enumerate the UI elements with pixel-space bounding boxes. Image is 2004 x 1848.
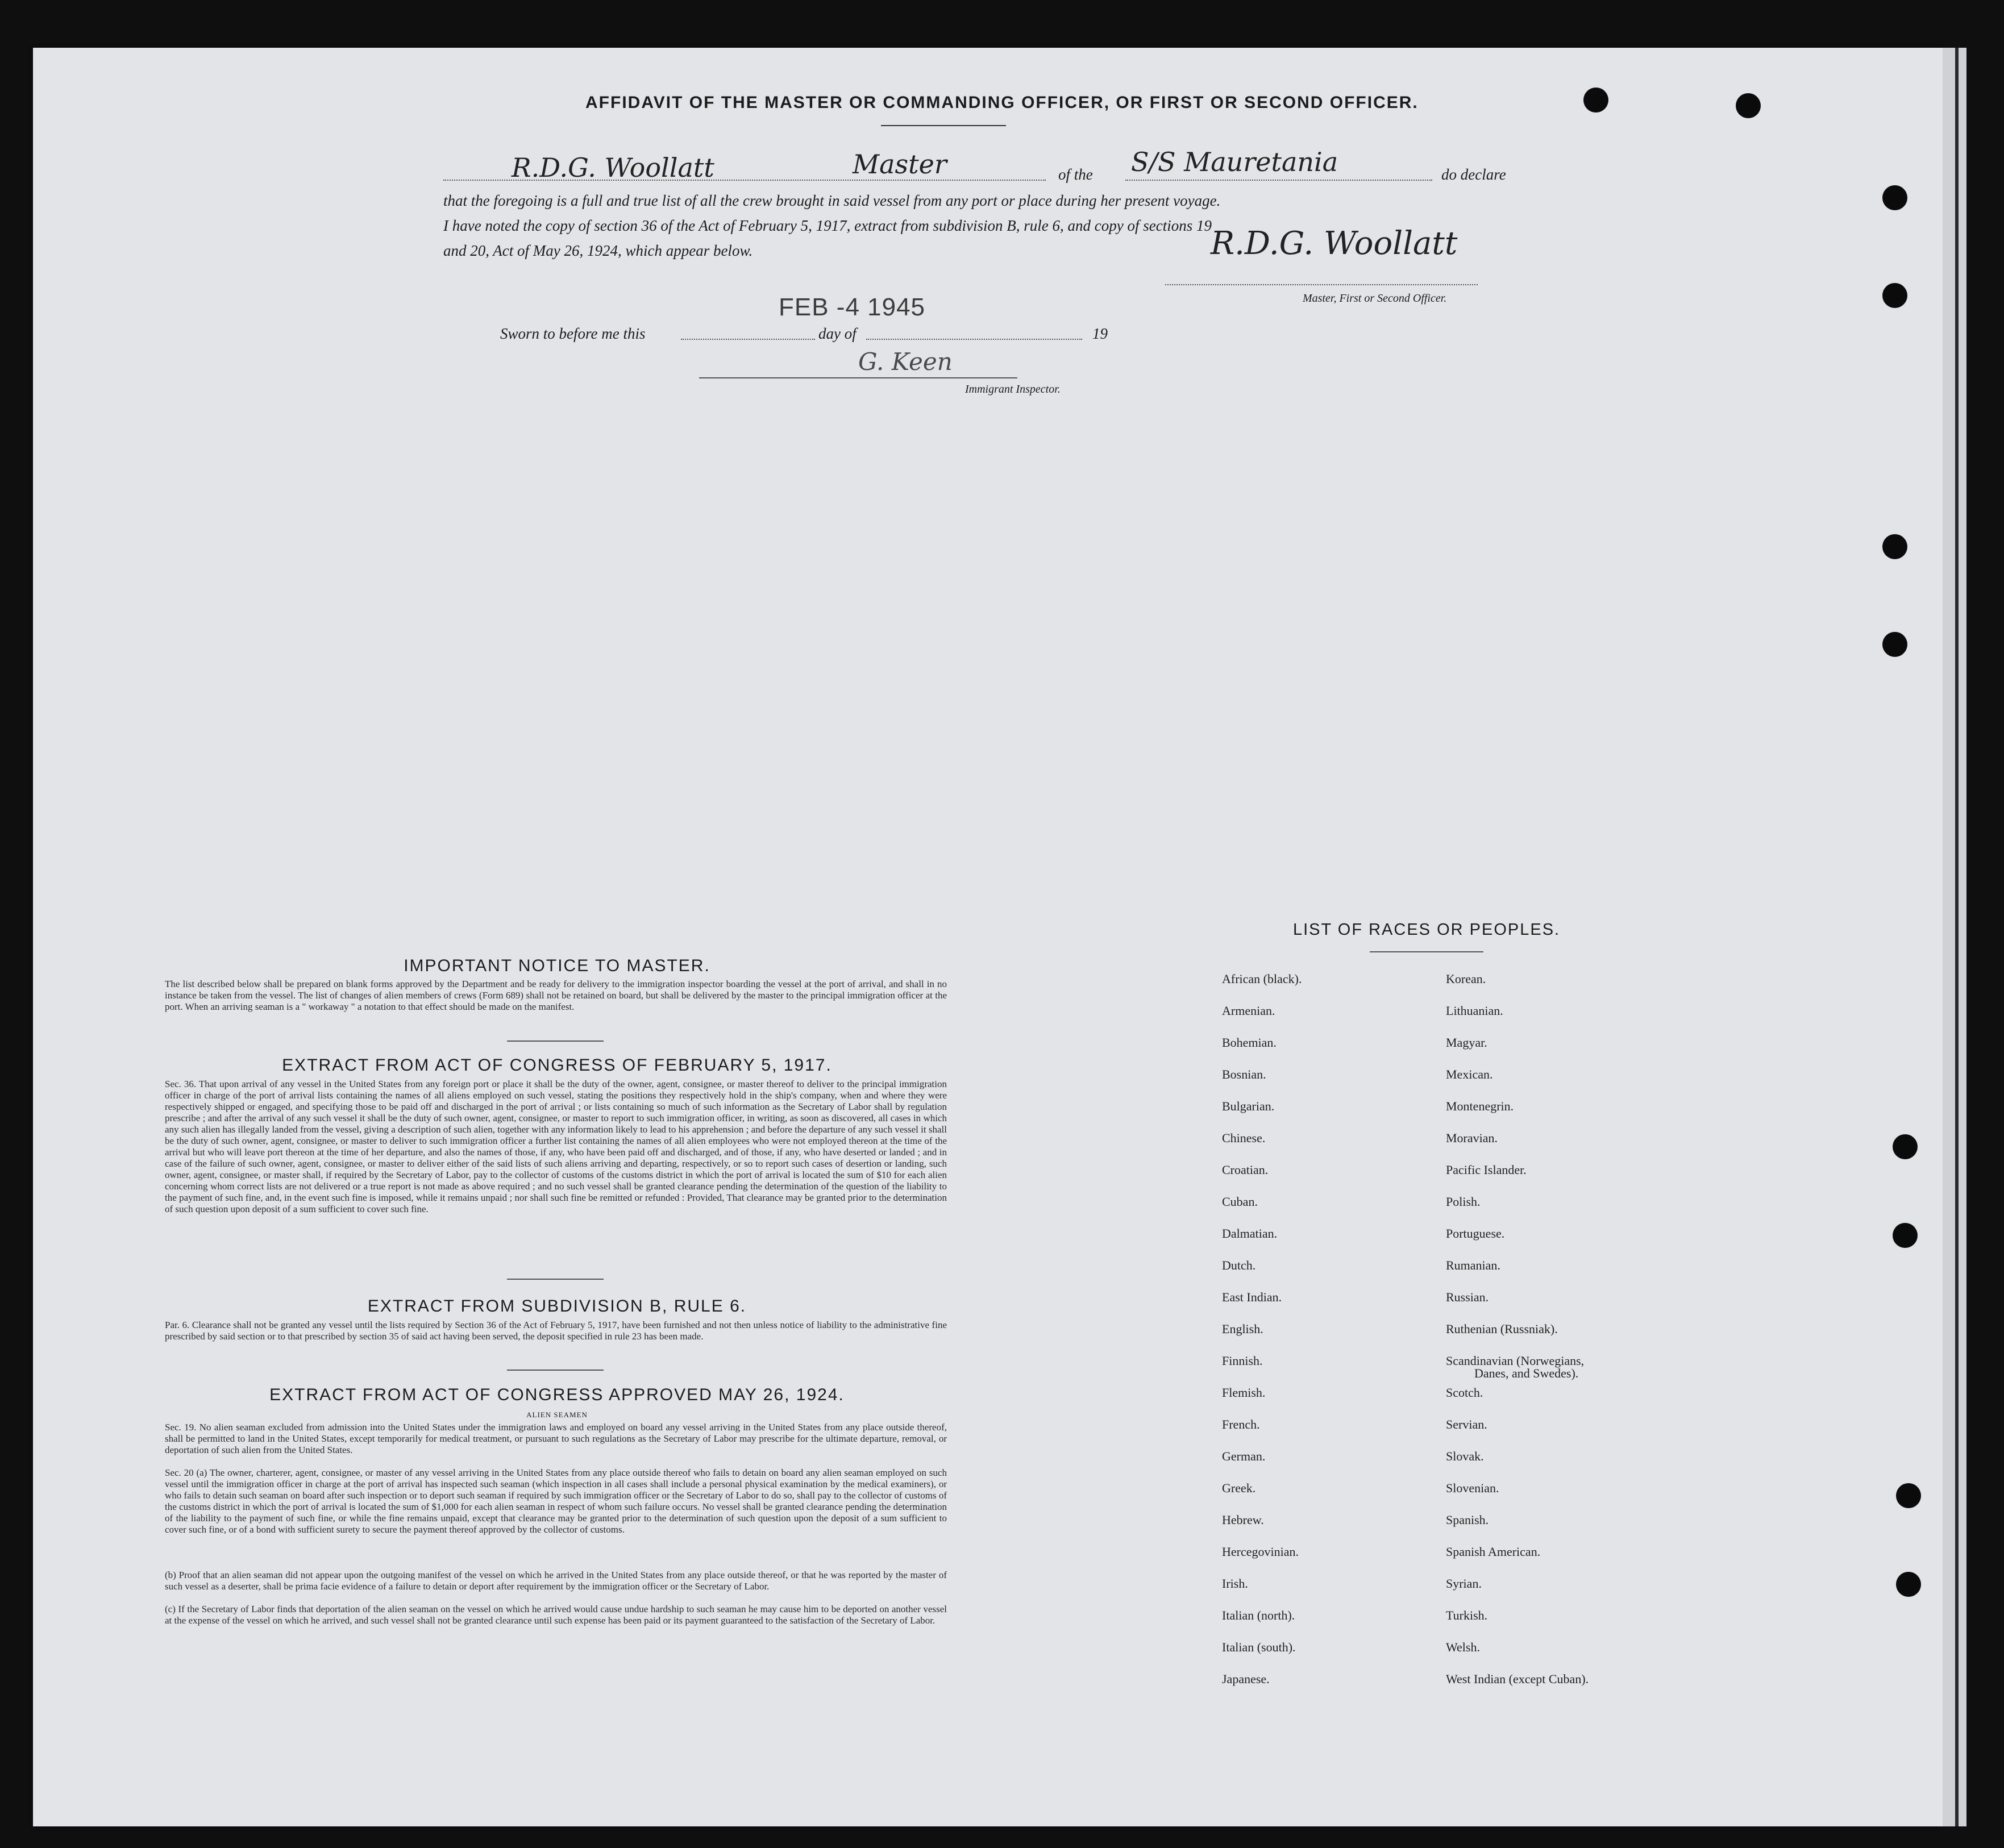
rank-handwritten: Master — [853, 149, 947, 180]
race-item: Hebrew. — [1222, 1513, 1264, 1527]
master-signature: R.D.G. Woollatt — [512, 152, 714, 183]
race-item: Pacific Islander. — [1446, 1163, 1527, 1177]
race-item: Montenegrin. — [1446, 1099, 1514, 1113]
race-item: Scandinavian (Norwegians, — [1446, 1354, 1585, 1368]
punch-hole — [1882, 534, 1907, 559]
do-declare-text: do declare — [1441, 166, 1506, 183]
race-item: Portuguese. — [1446, 1226, 1505, 1241]
of-the-text: of the — [1058, 166, 1093, 183]
race-item: Finnish. — [1222, 1354, 1263, 1368]
extract-1917-heading: EXTRACT FROM ACT OF CONGRESS OF FEBRUARY 5, 1917. — [282, 1056, 832, 1075]
race-item: Moravian. — [1446, 1131, 1498, 1145]
alien-seamen-subheading: ALIEN SEAMEN — [526, 1410, 588, 1419]
race-item: Bohemian. — [1222, 1035, 1277, 1050]
punch-hole — [1583, 88, 1608, 113]
sec-20a-body: Sec. 20 (a) The owner, charterer, agent, consignee, or master of any vessel arriving in the United States from any place outside thereof who fails to detain on board any alien seaman employed on such vessel until the immigration officer in charge at the port of arrival has inspected such seaman (which inspection in all cases shall include a personal physical examination by the medical examiners), or who fails to detain such seaman on board after such inspection or to deport such seaman if required by such immigration officer or the Secretary of Labor to do so, shall pay to the collector of customs of the customs district in which the port of arrival is located the sum of $1,000 for each alien seaman in respect of whom such failure occurs. No vessel shall be granted clearance pending the determination of the liability to the payment of such fine, or while the fine remains unpaid, except that clearance may be granted prior to the determination of such question upon the deposit of a sum sufficient to cover such fine, or of a bond with sufficient surety to secure the payment thereof approved by the collector of customs. — [165, 1467, 947, 1535]
sec-20c-body: (c) If the Secretary of Labor finds that deportation of the alien seaman on the vessel on which he arrived would cause undue hardship to such seaman he may cause him to be deported on another vessel at the expense of the vessel on which he arrived, and such vessel shall not be granted clearance until such expense has been paid or its payment guaranteed to the satisfaction of the Secretary of Labor. — [165, 1604, 947, 1626]
extract-1917-body: Sec. 36. That upon arrival of any vessel in the United States from any foreign port or place it shall be the duty of the owner, agent, consignee, or master thereof to deliver to the principal immigration officer in charge of the port of arrival lists containing the names of all aliens employed on such vessel, stating the positions they respectively hold in the ship's company, when and where they were respectively shipped or engaged, and specifying those to be paid off and discharged in the port of arrival ; or lists containing so much of such information as the Secretary of Labor shall by regulation prescribe ; and after the arrival of any such vessel it shall be the duty of such owner, agent, consignee, or master to report to such immigration officer, in writing, as soon as discovered, all cases in which any such alien has illegally landed from the vessel, giving a description of such alien, together with any information likely to lead to his apprehension ; and before the departure of any such vessel it shall be the duty of such owner, agent, consignee, or master to deliver to such immigration officer a further list containing the names of all alien employees who were not employed thereon at the time of the arrival but who will leave port thereon at the time of her departure, and also the names of those, if any, who have been paid off and discharged, and of those, if any, who have deserted or landed ; and in case of the failure of such owner, agent, consignee, or master to deliver either of the said lists of such aliens arriving and departing, respectively, or so to report such cases of desertion or landing, such owner, agent, consignee, or master shall, if required by the Secretary of Labor, pay to the collector of customs of the customs district in which the port of arrival is located the sum of $10 for each alien concerning whom correct lists are not delivered or a true report is not made as above required ; and no such vessel shall be granted clearance pending the determination of the question of the liability to the payment of such fine, and, in the event such fine is imposed, while it remains unpaid ; nor shall such fine be remitted or refunded : Provided, That clearance may be granted prior to the determination of such question upon deposit of a sum sufficient to cover such fine. — [165, 1079, 947, 1214]
vessel-name: S/S Mauretania — [1131, 147, 1338, 177]
race-item: Flemish. — [1222, 1385, 1266, 1400]
affidavit-line-2: that the foregoing is a full and true list of all the crew brought in said vessel from any port or place during her present voyage. — [443, 192, 1221, 209]
affidavit-line-3: I have noted the copy of section 36 of the Act of February 5, 1917, extract from subdivision B, rule 6, and copy of sections 19 — [443, 217, 1212, 234]
notice-body: The list described below shall be prepared on blank forms approved by the Department and be ready for delivery to the immigration inspector boarding the vessel at the port of arrival, and shall in no instance be taken from the vessel. The list of changes of alien members of crews (Form 689) shall not be retained on board, but shall be delivered by the master to the principal immigration officer at the port. When an arriving seaman is a " workaway " a notation to that effect should be made on the manifest. — [165, 979, 947, 1012]
officer-signature: R.D.G. Woollatt — [1211, 225, 1458, 262]
race-item: Dutch. — [1222, 1258, 1256, 1272]
section-divider — [507, 1370, 604, 1371]
race-item: Syrian. — [1446, 1576, 1482, 1591]
race-item: West Indian (except Cuban). — [1446, 1672, 1589, 1686]
race-item: Bosnian. — [1222, 1067, 1266, 1081]
page-edge-line — [1955, 48, 1959, 1826]
sworn-text: Sworn to before me this — [500, 325, 646, 342]
race-item: Hercegovinian. — [1222, 1545, 1299, 1559]
sec-19-body: Sec. 19. No alien seaman excluded from admission into the United States under the immigration laws and employed on board any vessel arriving in the United States from any place outside thereof, shall be permitted to land in the United States, except temporarily for medical treatment, or pursuant to such regulations as the Secretary of Labor may prescribe for the ultimate departure, removal, or deportation of such alien from the United States. — [165, 1422, 947, 1455]
punch-hole — [1882, 185, 1907, 210]
race-item: Mexican. — [1446, 1067, 1493, 1081]
race-item: Scotch. — [1446, 1385, 1483, 1400]
day-of-text: day of — [818, 325, 857, 342]
race-item: Japanese. — [1222, 1672, 1270, 1686]
race-item: Russian. — [1446, 1290, 1489, 1304]
race-item: Rumanian. — [1446, 1258, 1500, 1272]
race-item: Dalmatian. — [1222, 1226, 1278, 1241]
affidavit-line-4: and 20, Act of May 26, 1924, which appear below. — [443, 242, 753, 259]
race-item: Irish. — [1222, 1576, 1248, 1591]
year-prefix: 19 — [1092, 325, 1108, 342]
race-item: Lithuanian. — [1446, 1004, 1503, 1018]
race-item: Bulgarian. — [1222, 1099, 1275, 1113]
race-item: Servian. — [1446, 1417, 1487, 1431]
races-heading: LIST OF RACES OR PEOPLES. — [1293, 921, 1561, 939]
race-item: Spanish American. — [1446, 1545, 1541, 1559]
race-item: French. — [1222, 1417, 1260, 1431]
punch-hole — [1736, 93, 1761, 118]
race-item: Italian (north). — [1222, 1608, 1295, 1622]
date-stamp: FEB -4 1945 — [779, 293, 926, 321]
race-item: Croatian. — [1222, 1163, 1269, 1177]
race-item: African (black). — [1222, 972, 1302, 986]
section-divider — [507, 1040, 604, 1042]
punch-hole — [1896, 1572, 1921, 1597]
race-item: Magyar. — [1446, 1035, 1487, 1050]
inspector-caption: Immigrant Inspector. — [965, 383, 1061, 396]
rule-6-body: Par. 6. Clearance shall not be granted any vessel until the lists required by Section 36 of the Act of February 5, 1917, have been furnished and not then unless notice of liability to the administrative fine prescribed by said section or to that prescribed by section 35 of said act having been served, the deposit specified in rule 23 has been made. — [165, 1320, 947, 1342]
race-item: Polish. — [1446, 1194, 1481, 1209]
race-item: Italian (south). — [1222, 1640, 1296, 1654]
document-sheet — [33, 48, 1943, 1826]
title-divider — [881, 125, 1006, 126]
sec-20b-body: (b) Proof that an alien seaman did not appear upon the outgoing manifest of the vessel on which he arrived in the United States from any place outside thereof, or that he was reported by the master of such vessel as a deserter, shall be prima facie evidence of a failure to detain or deport after requirement by the immigration officer or the Secretary of Labor. — [165, 1570, 947, 1592]
notice-heading: IMPORTANT NOTICE TO MASTER. — [404, 956, 710, 975]
race-item: Spanish. — [1446, 1513, 1489, 1527]
race-item: Armenian. — [1222, 1004, 1275, 1018]
inspector-signature: G. Keen — [858, 348, 953, 376]
punch-hole — [1882, 632, 1907, 657]
race-item: Welsh. — [1446, 1640, 1480, 1654]
race-item: East Indian. — [1222, 1290, 1282, 1304]
race-item: Slovenian. — [1446, 1481, 1499, 1495]
sworn-month-line — [866, 339, 1082, 340]
race-item: English. — [1222, 1322, 1263, 1336]
punch-hole — [1893, 1134, 1918, 1159]
punch-hole — [1896, 1483, 1921, 1508]
vessel-line — [1125, 180, 1432, 181]
race-item: Turkish. — [1446, 1608, 1488, 1622]
page-edge-strip — [1943, 48, 1966, 1826]
section-divider — [507, 1279, 604, 1280]
race-item: Chinese. — [1222, 1131, 1266, 1145]
inspector-signature-line — [699, 377, 1017, 378]
race-item: Cuban. — [1222, 1194, 1258, 1209]
sworn-day-line — [681, 339, 815, 340]
extract-1924-heading: EXTRACT FROM ACT OF CONGRESS APPROVED MAY 26, 1924. — [269, 1385, 845, 1404]
race-item: Ruthenian (Russniak). — [1446, 1322, 1558, 1336]
rule-6-heading: EXTRACT FROM SUBDIVISION B, RULE 6. — [367, 1297, 747, 1316]
race-item: Slovak. — [1446, 1449, 1484, 1463]
race-item-continuation: Danes, and Swedes). — [1474, 1366, 1579, 1380]
affidavit-title: AFFIDAVIT OF THE MASTER OR COMMANDING OFFICER, OR FIRST OR SECOND OFFICER. — [585, 93, 1419, 112]
punch-hole — [1893, 1223, 1918, 1248]
races-divider — [1370, 951, 1483, 952]
officer-signature-line — [1165, 284, 1478, 285]
punch-hole — [1882, 283, 1907, 308]
race-item: Korean. — [1446, 972, 1486, 986]
race-item: German. — [1222, 1449, 1266, 1463]
race-item: Greek. — [1222, 1481, 1256, 1495]
officer-caption: Master, First or Second Officer. — [1303, 292, 1447, 305]
